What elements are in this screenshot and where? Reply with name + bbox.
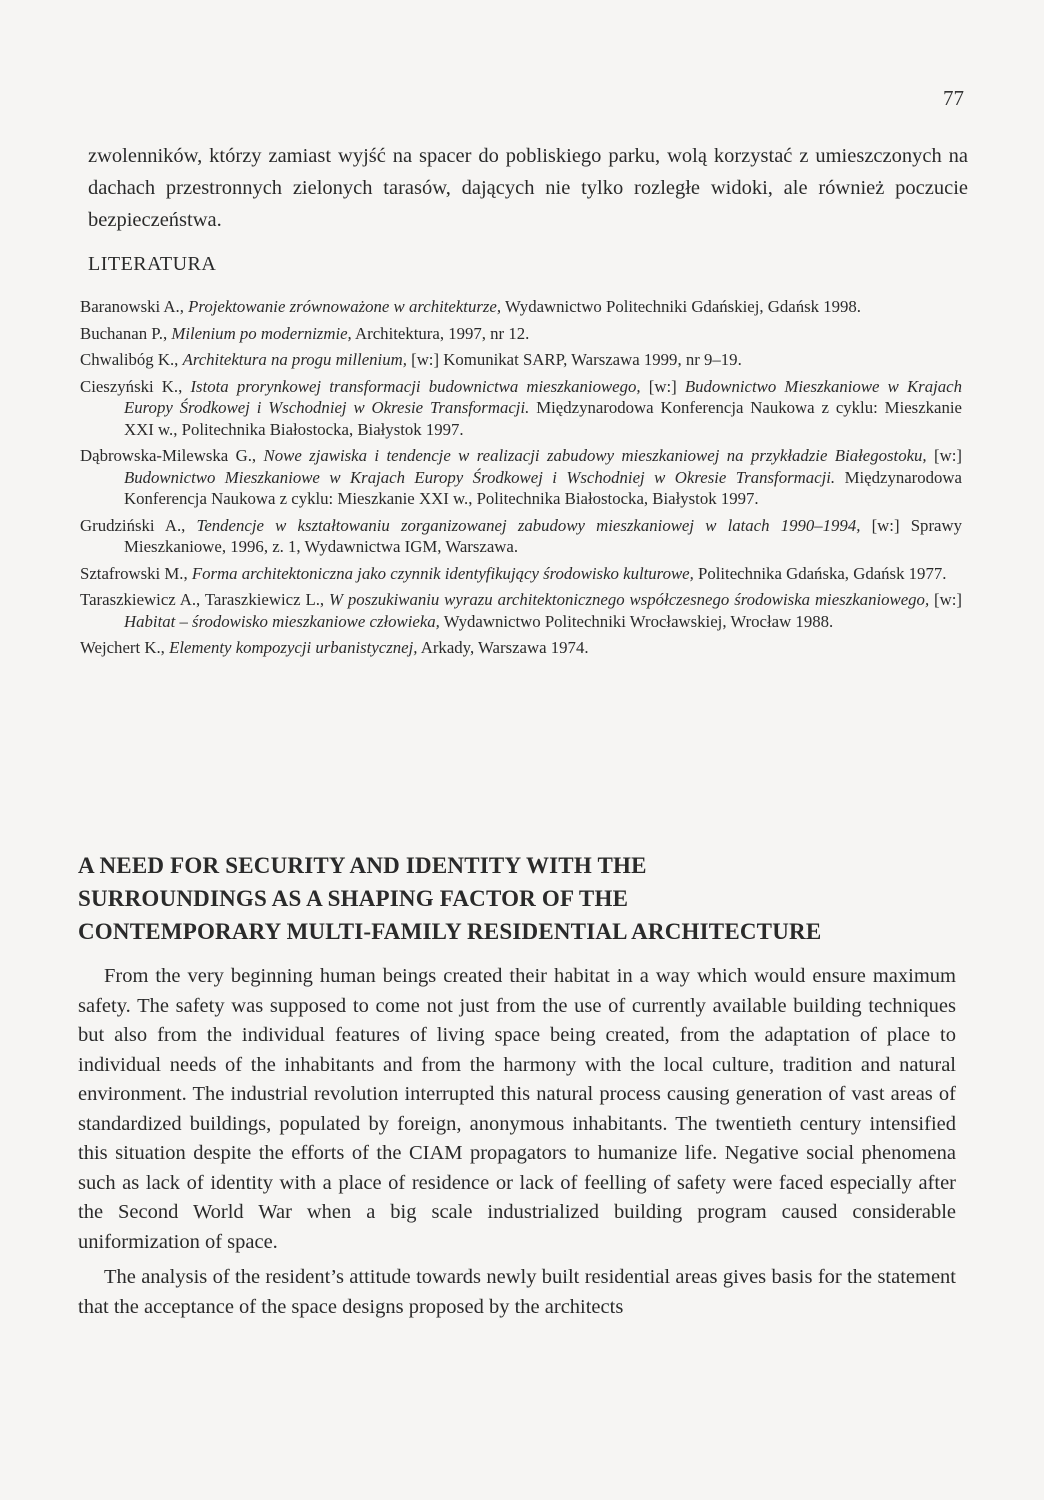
- intro-paragraph: zwolenników, którzy zamiast wyjść na spacer do pobliskiego parku, wolą korzystać z umieszczonych na dachach przestronnych zielonych tarasów, dających nie tylko rozległe widoki, ale również poczucie bezpieczeństwa.: [88, 145, 968, 231]
- reference-author: Taraszkiewicz A., Taraszkiewicz L.,: [80, 590, 325, 609]
- reference-details: [w:] Komunikat SARP, Warszawa 1999, nr 9–19.: [406, 350, 742, 369]
- reference-title: Tendencje w kształtowaniu zorganizowanej zabudowy mieszkaniowej w latach 1990–1994,: [196, 515, 861, 535]
- reference-entry: [80, 349, 962, 371]
- body-paragraph: From the very beginning human beings created their habitat in a way which would ensure maximum safety. The safety was supposed to come not just from the use of currently available building techniques but also from the individual features of living space being created, from the adaptation of place to individual needs of the inhabitants and from the harmony with the local culture, tradition and natural environment. The industrial revolution interrupted this natural process causing generation of vast areas of standardized buildings, populated by foreign, anonymous inhabitants. The twentieth century intensified this situation despite the efforts of the CIAM propagators to humanize life. Negative social phenomena such as lack of identity with a place of residence or lack of feelling of safety were faced especially after the Second World War when a big scale industrialized building program caused considerable uniformization of space.: [78, 965, 956, 1253]
- reference-details: Politechnika Gdańska, Gdańsk 1977.: [693, 563, 947, 583]
- reference-title: Forma architektoniczna jako czynnik identyfikujący środowisko kulturowe,: [191, 563, 694, 583]
- reference-source-details: Międzynarodowa Konferencja Naukowa z cyklu: Mieszkanie XXI w., Politechnika Białostocka, Białystok 1997.: [124, 398, 962, 439]
- reference-source-details: Wydawnictwo Politechniki Wrocławskiej, Wrocław 1988.: [439, 611, 834, 631]
- reference-entry: [80, 637, 962, 659]
- reference-title: Milenium po modernizmie,: [171, 323, 352, 343]
- reference-source-details: Międzynarodowa Konferencja Naukowa z cyklu: Mieszkanie XXI w., Politechnika Białostocka, Białystok 1997.: [124, 467, 962, 508]
- page-number: 77: [943, 86, 964, 110]
- reference-details: [w:] Sprawy Mieszkaniowe, 1996, z. 1, Wydawnictwa IGM, Warszawa.: [124, 515, 962, 556]
- reference-entry: [80, 445, 962, 510]
- body-paragraph: The analysis of the resident’s attitude towards newly built residential areas gives basis for the statement that the acceptance of the space designs proposed by the architects: [78, 1266, 956, 1318]
- reference-title: Istota prorynkowej transformacji budownictwa mieszkaniowego,: [190, 376, 641, 396]
- reference-source-title: Habitat – środowisko mieszkaniowe człowieka,: [124, 611, 440, 631]
- reference-entry: [80, 376, 962, 441]
- reference-entry: [80, 563, 962, 585]
- reference-details: Arkady, Warszawa 1974.: [417, 638, 589, 657]
- article-body: [78, 962, 956, 1328]
- literature-heading: LITERATURA: [88, 253, 217, 275]
- reference-details: Architektura, 1997, nr 12.: [351, 323, 530, 343]
- article-title-line: CONTEMPORARY MULTI-FAMILY RESIDENTIAL ARCHITECTURE: [78, 919, 822, 944]
- reference-entry: [80, 515, 962, 558]
- reference-entry: [80, 296, 962, 318]
- article-title-line: A NEED FOR SECURITY AND IDENTITY WITH THE: [78, 853, 647, 878]
- reference-author: Buchanan P.,: [80, 323, 168, 343]
- reference-author: Baranowski A.,: [80, 297, 184, 316]
- reference-title: Nowe zjawiska i tendencje w realizacji zabudowy mieszkaniowej na przykładzie Białegostoku,: [263, 446, 927, 465]
- reference-author: Grudziński A.,: [80, 515, 186, 535]
- reference-entry: [80, 323, 962, 345]
- reference-title: W poszukiwaniu wyrazu architektonicznego współczesnego środowiska mieszkaniowego,: [329, 590, 930, 609]
- reference-source-title: Budownictwo Mieszkaniowe w Krajach Europy Środkowej i Wschodniej w Okresie Transformacji.: [124, 467, 836, 487]
- reference-author: Wejchert K.,: [80, 638, 165, 657]
- reference-details: [w:]: [926, 446, 963, 465]
- reference-source-title: Budownictwo Mieszkaniowe w Krajach Europy Środkowej i Wschodniej w Okresie Transformacji.: [124, 376, 962, 417]
- reference-title: Architektura na progu millenium,: [182, 350, 407, 369]
- reference-details: [w:]: [929, 590, 963, 609]
- reference-title: Elementy kompozycji urbanistycznej,: [169, 638, 418, 657]
- reference-list: [80, 296, 962, 664]
- reference-author: Chwalibóg K.,: [80, 350, 179, 369]
- reference-title: Projektowanie zrównoważone w architekturze,: [188, 297, 502, 316]
- reference-author: Dąbrowska-Milewska G.,: [80, 446, 257, 465]
- reference-entry: [80, 589, 962, 632]
- reference-author: Sztafrowski M.,: [80, 563, 188, 583]
- reference-details: [w:]: [640, 376, 685, 396]
- article-title-line: SURROUNDINGS AS A SHAPING FACTOR OF THE: [78, 886, 629, 911]
- reference-author: Cieszyński K.,: [80, 376, 183, 396]
- reference-details: Wydawnictwo Politechniki Gdańskiej, Gdańsk 1998.: [501, 297, 861, 316]
- article-title: [78, 849, 968, 948]
